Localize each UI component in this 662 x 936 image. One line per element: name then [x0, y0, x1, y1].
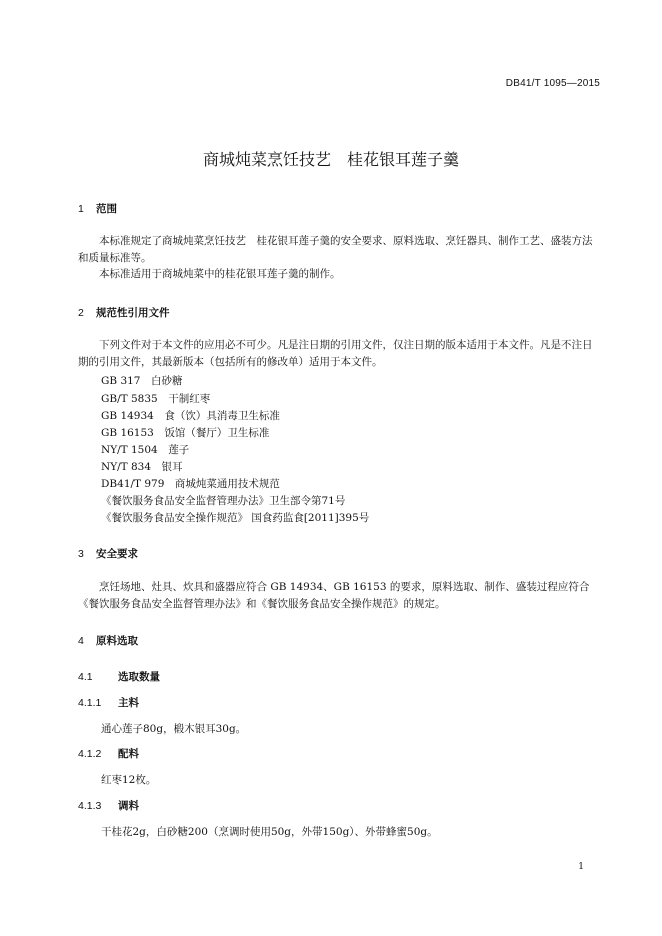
section-number: 4 — [78, 635, 84, 647]
subsection-title: 选取数量 — [118, 671, 160, 683]
reference-item: GB 317 白砂糖 — [101, 375, 183, 387]
subsection-heading-4-1-2 — [78, 746, 139, 761]
section-heading-3 — [78, 546, 138, 561]
document-code: DB41/T 1095—2015 — [505, 78, 600, 89]
subsection-number: 4.1 — [78, 671, 93, 683]
section-number: 2 — [78, 307, 84, 319]
subsection-text: 通心莲子80g，椴木银耳30g。 — [101, 723, 247, 735]
subsection-title: 配料 — [118, 748, 139, 760]
reference-item: 《餐饮服务食品安全操作规范》 国食药监食[2011]395号 — [101, 512, 370, 524]
subsection-number: 4.1.2 — [78, 748, 102, 760]
subsection-number: 4.1.1 — [78, 697, 102, 709]
paragraph: 烹饪场地、灶具、炊具和盛器应符合 GB 14934、GB 16153 的要求，原料选取、制作、盛装过程应符合《餐饮服务食品安全监督管理办法》和《餐饮服务食品安全操作规范》的规定。 — [78, 581, 590, 610]
paragraph: 本标准规定了商城炖菜烹饪技艺 桂花银耳莲子羹的安全要求、原料选取、烹饪器具、制作工艺、盛装方法和质量标准等。 — [78, 235, 593, 264]
section-heading-4 — [78, 633, 138, 648]
subsection-title: 调料 — [118, 800, 139, 812]
subsection-text: 干桂花2g，白砂糖200（烹调时使用50g，外带150g）、外带蜂蜜50g。 — [101, 826, 438, 838]
section-title: 安全要求 — [96, 548, 138, 560]
section-heading-2 — [78, 305, 170, 320]
section-heading-1 — [78, 201, 117, 216]
subsection-number: 4.1.3 — [78, 800, 102, 812]
paragraph: 本标准适用于商城炖菜中的桂花银耳莲子羹的制作。 — [99, 268, 341, 280]
reference-item: NY/T 1504 莲子 — [101, 444, 190, 456]
section-title: 原料选取 — [96, 635, 138, 647]
reference-item: GB 14934 食（饮）具消毒卫生标准 — [101, 410, 280, 422]
reference-item: NY/T 834 银耳 — [101, 461, 183, 473]
subsection-title: 主料 — [118, 697, 139, 709]
reference-item: 《餐饮服务食品安全监督管理办法》卫生部令第71号 — [101, 495, 346, 507]
section-title: 范围 — [96, 203, 117, 215]
reference-item: DB41/T 979 商城炖菜通用技术规范 — [101, 478, 280, 490]
subsection-heading-4-1-3 — [78, 798, 139, 813]
subsection-heading-4-1 — [78, 669, 160, 684]
reference-item: GB/T 5835 干制红枣 — [101, 393, 211, 405]
reference-item: GB 16153 饭馆（餐厅）卫生标准 — [101, 427, 270, 439]
paragraph: 下列文件对于本文件的应用必不可少。凡是注日期的引用文件，仅注日期的版本适用于本文件。凡是不注日期的引用文件，其最新版本（包括所有的修改单）适用于本文件。 — [78, 339, 593, 368]
subsection-heading-4-1-1 — [78, 695, 139, 710]
page-number: 1 — [578, 862, 584, 872]
subsection-text: 红枣12枚。 — [101, 774, 157, 786]
document-title: 商城炖菜烹饪技艺 桂花银耳莲子羹 — [202, 150, 459, 169]
section-number: 1 — [78, 203, 84, 215]
section-title: 规范性引用文件 — [96, 307, 170, 319]
section-number: 3 — [78, 548, 84, 560]
